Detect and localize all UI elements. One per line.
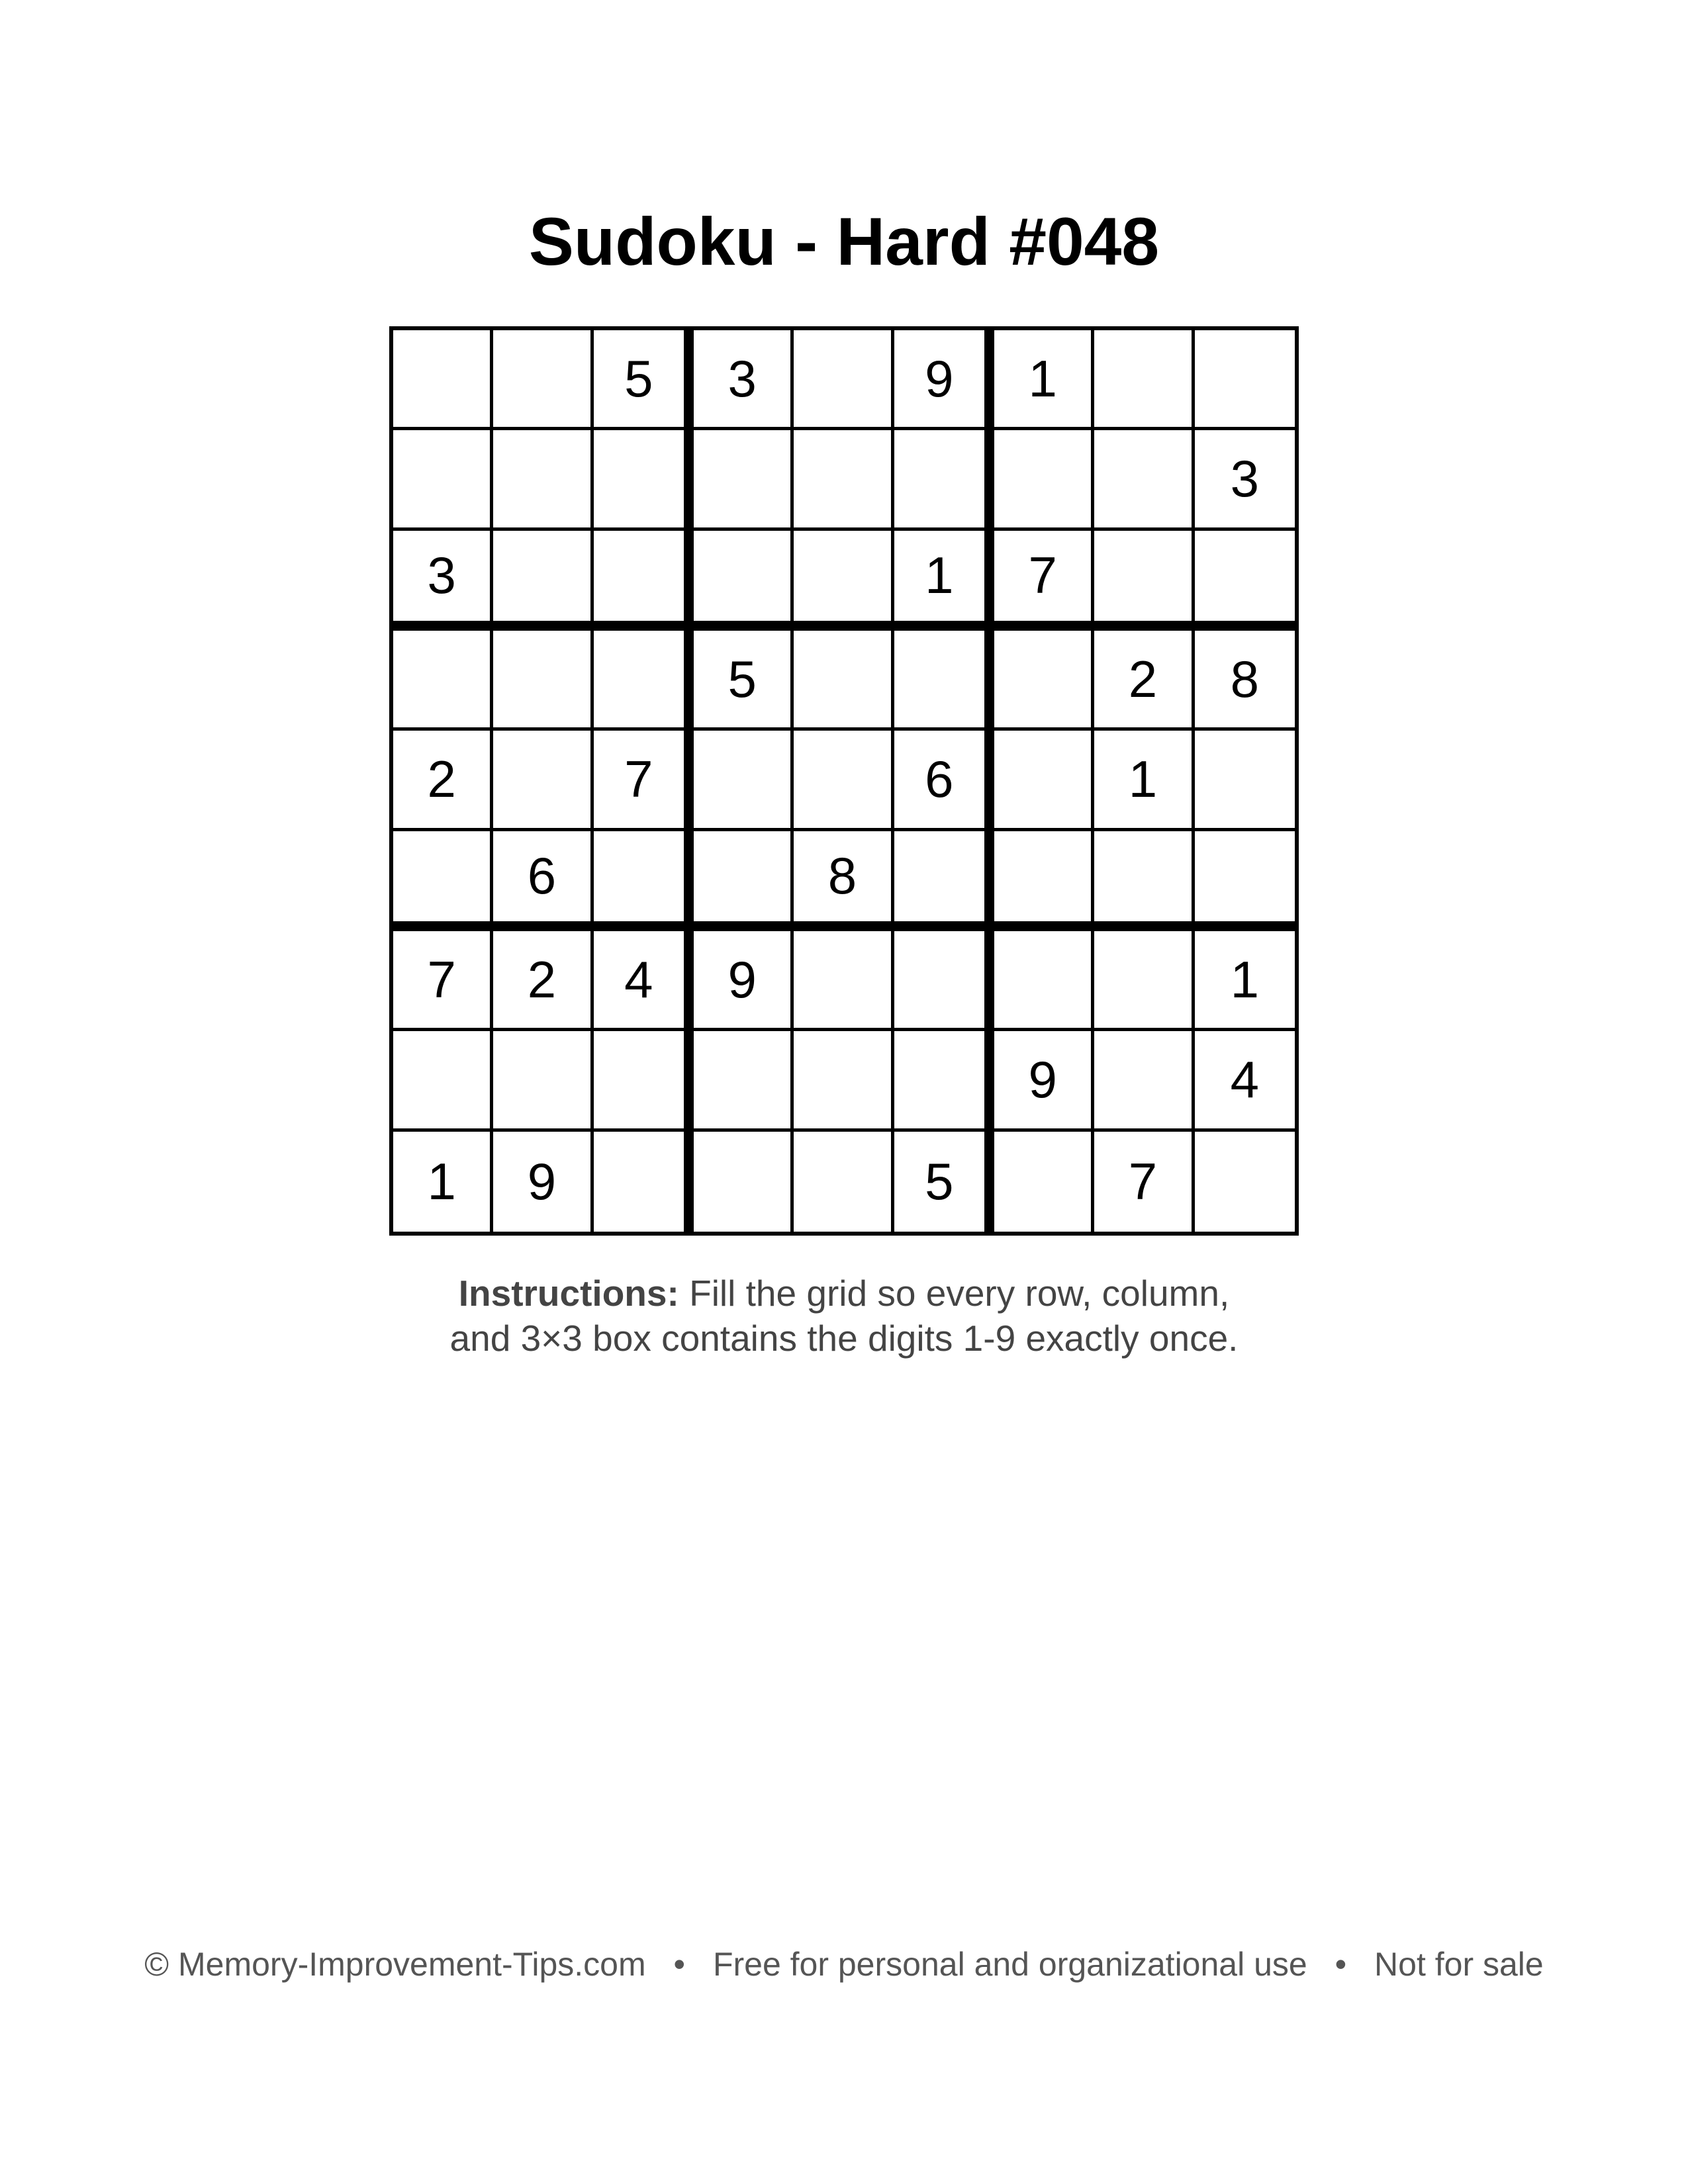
empty-cell[interactable]	[594, 430, 694, 530]
given-cell: 7	[994, 531, 1094, 631]
empty-cell[interactable]	[794, 430, 894, 530]
given-cell: 2	[493, 931, 593, 1031]
empty-cell[interactable]	[794, 731, 894, 831]
empty-cell[interactable]	[594, 1031, 694, 1131]
empty-cell[interactable]	[1195, 1132, 1295, 1232]
given-cell: 8	[794, 831, 894, 931]
footer-separator: •	[1335, 1946, 1347, 1983]
given-cell: 1	[1195, 931, 1295, 1031]
puzzle-title: Sudoku - Hard #048	[528, 204, 1160, 279]
empty-cell[interactable]	[694, 731, 794, 831]
empty-cell[interactable]	[694, 1031, 794, 1131]
empty-cell[interactable]	[894, 430, 994, 530]
empty-cell[interactable]	[393, 1031, 493, 1131]
empty-cell[interactable]	[794, 631, 894, 731]
empty-cell[interactable]	[1094, 531, 1194, 631]
empty-cell[interactable]	[393, 631, 493, 731]
given-cell: 9	[694, 931, 794, 1031]
empty-cell[interactable]	[894, 931, 994, 1031]
given-cell: 6	[493, 831, 593, 931]
footer-usage: Free for personal and organizational use	[712, 1946, 1307, 1983]
empty-cell[interactable]	[1195, 831, 1295, 931]
empty-cell[interactable]	[994, 731, 1094, 831]
given-cell: 3	[393, 531, 493, 631]
given-cell: 3	[694, 330, 794, 430]
empty-cell[interactable]	[794, 931, 894, 1031]
sudoku-grid	[389, 326, 1299, 1236]
empty-cell[interactable]	[994, 430, 1094, 530]
empty-cell[interactable]	[493, 631, 593, 731]
given-cell: 2	[1094, 631, 1194, 731]
given-cell: 4	[1195, 1031, 1295, 1131]
instructions	[0, 1271, 1688, 1361]
empty-cell[interactable]	[694, 531, 794, 631]
empty-cell[interactable]	[994, 631, 1094, 731]
instructions-text-2: and 3×3 box contains the digits 1-9 exactly once.	[449, 1318, 1239, 1359]
empty-cell[interactable]	[594, 831, 694, 931]
footer	[0, 1942, 1688, 1986]
empty-cell[interactable]	[393, 831, 493, 931]
empty-cell[interactable]	[393, 430, 493, 530]
empty-cell[interactable]	[1195, 531, 1295, 631]
instructions-label: Instructions:	[458, 1273, 679, 1314]
empty-cell[interactable]	[594, 1132, 694, 1232]
given-cell: 5	[594, 330, 694, 430]
given-cell: 7	[594, 731, 694, 831]
empty-cell[interactable]	[994, 931, 1094, 1031]
empty-cell[interactable]	[1094, 831, 1194, 931]
given-cell: 8	[1195, 631, 1295, 731]
empty-cell[interactable]	[393, 330, 493, 430]
footer-copyright: © Memory-Improvement-Tips.com	[144, 1946, 646, 1983]
given-cell: 9	[493, 1132, 593, 1232]
empty-cell[interactable]	[794, 330, 894, 430]
empty-cell[interactable]	[694, 430, 794, 530]
given-cell: 7	[1094, 1132, 1194, 1232]
empty-cell[interactable]	[594, 531, 694, 631]
given-cell: 9	[994, 1031, 1094, 1131]
empty-cell[interactable]	[994, 831, 1094, 931]
empty-cell[interactable]	[794, 531, 894, 631]
empty-cell[interactable]	[694, 831, 794, 931]
empty-cell[interactable]	[694, 1132, 794, 1232]
empty-cell[interactable]	[794, 1031, 894, 1131]
empty-cell[interactable]	[794, 1132, 894, 1232]
instructions-text-1: Fill the grid so every row, column,	[689, 1273, 1230, 1314]
given-cell: 1	[1094, 731, 1194, 831]
empty-cell[interactable]	[1094, 430, 1194, 530]
given-cell: 1	[393, 1132, 493, 1232]
empty-cell[interactable]	[1094, 1031, 1194, 1131]
empty-cell[interactable]	[994, 1132, 1094, 1232]
footer-separator: •	[673, 1946, 686, 1983]
empty-cell[interactable]	[493, 330, 593, 430]
given-cell: 5	[894, 1132, 994, 1232]
empty-cell[interactable]	[594, 631, 694, 731]
given-cell: 3	[1195, 430, 1295, 530]
empty-cell[interactable]	[1195, 330, 1295, 430]
given-cell: 5	[694, 631, 794, 731]
given-cell: 2	[393, 731, 493, 831]
given-cell: 9	[894, 330, 994, 430]
given-cell: 1	[994, 330, 1094, 430]
given-cell: 1	[894, 531, 994, 631]
given-cell: 6	[894, 731, 994, 831]
empty-cell[interactable]	[493, 430, 593, 530]
footer-sale-notice: Not for sale	[1374, 1946, 1544, 1983]
empty-cell[interactable]	[894, 631, 994, 731]
empty-cell[interactable]	[1094, 931, 1194, 1031]
instructions-line-1	[0, 1271, 1688, 1316]
given-cell: 7	[393, 931, 493, 1031]
empty-cell[interactable]	[894, 1031, 994, 1131]
empty-cell[interactable]	[493, 731, 593, 831]
empty-cell[interactable]	[894, 831, 994, 931]
empty-cell[interactable]	[493, 531, 593, 631]
empty-cell[interactable]	[493, 1031, 593, 1131]
empty-cell[interactable]	[1094, 330, 1194, 430]
empty-cell[interactable]	[1195, 731, 1295, 831]
given-cell: 4	[594, 931, 694, 1031]
